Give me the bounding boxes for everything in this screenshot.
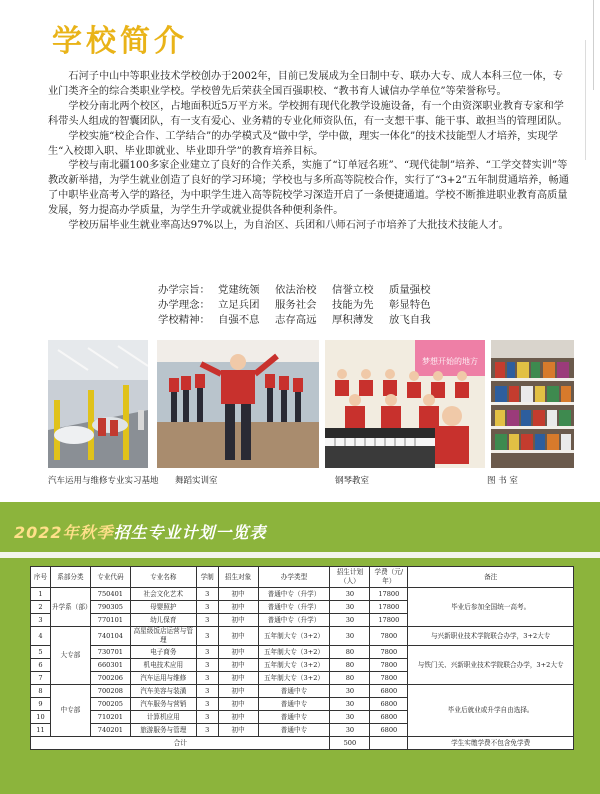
major-name: 汽车运用与维修 bbox=[130, 672, 196, 685]
major-code: 730701 bbox=[90, 646, 130, 659]
row-number: 2 bbox=[31, 601, 51, 614]
enrollment-title bbox=[14, 520, 267, 543]
duration: 3 bbox=[196, 685, 218, 698]
duration: 3 bbox=[196, 698, 218, 711]
duration: 3 bbox=[196, 646, 218, 659]
major-code: 660301 bbox=[90, 659, 130, 672]
major-name: 母婴照护 bbox=[130, 601, 196, 614]
total-label: 合计 bbox=[31, 737, 330, 750]
motto-label: 学校精神： bbox=[158, 314, 210, 326]
enrollment-table bbox=[30, 566, 574, 750]
major-code: 770101 bbox=[90, 614, 130, 627]
major-code: 740104 bbox=[90, 627, 130, 646]
photo-piano-room bbox=[325, 340, 485, 468]
enrollment-quota: 30 bbox=[330, 614, 370, 627]
enrollment-quota: 30 bbox=[330, 627, 370, 646]
row-number: 5 bbox=[31, 646, 51, 659]
enrollment-title-year: 2022年秋季 bbox=[14, 523, 114, 542]
target-students: 初中 bbox=[218, 724, 258, 737]
intro-paragraph: 学校与南北疆100多家企业建立了良好的合作关系，实施了“订单冠名班”、“现代徒制”培养、“工学交替实训”等教改新举措，为学生就业创造了良好的学习环境；学校也与多所高等院校合作，实行了“3+2”五年制贯通培养，畅通了中职毕业高考入学的路径，为中职学生进入高等院校学习深造开启了一条便捷通道。学校不断推进职业教育高质量发展，努力提高办学质量，为学生升学或就业提供各种便利条件。 bbox=[48, 160, 569, 217]
school-mottos bbox=[158, 283, 478, 328]
target-students: 初中 bbox=[218, 627, 258, 646]
photo-strip bbox=[48, 340, 574, 468]
program-type: 普通中专 bbox=[258, 724, 330, 737]
motto-row bbox=[158, 283, 478, 298]
header-cell: 系部分类 bbox=[50, 567, 90, 588]
program-type: 五年制大专（3+2） bbox=[258, 646, 330, 659]
program-type: 五年制大专（3+2） bbox=[258, 627, 330, 646]
motto-item: 志存高远 bbox=[275, 314, 317, 326]
tuition-fee: 7800 bbox=[370, 672, 408, 685]
header-cell: 序号 bbox=[31, 567, 51, 588]
major-code: 700206 bbox=[90, 672, 130, 685]
tuition-fee: 17800 bbox=[370, 614, 408, 627]
header-cell: 备注 bbox=[408, 567, 574, 588]
program-type: 普通中专 bbox=[258, 698, 330, 711]
tuition-fee: 17800 bbox=[370, 588, 408, 601]
header-cell: 学费（元/年） bbox=[370, 567, 408, 588]
target-students: 初中 bbox=[218, 659, 258, 672]
enrollment-quota: 30 bbox=[330, 724, 370, 737]
tuition-fee: 7800 bbox=[370, 646, 408, 659]
program-type: 普通中专 bbox=[258, 685, 330, 698]
program-type: 五年制大专（3+2） bbox=[258, 672, 330, 685]
photo-auto-repair bbox=[48, 340, 148, 468]
enrollment-quota: 80 bbox=[330, 646, 370, 659]
major-name: 汽车美容与装潢 bbox=[130, 685, 196, 698]
table-row bbox=[31, 588, 574, 601]
intro-text bbox=[48, 70, 570, 234]
header-cell: 专业名称 bbox=[130, 567, 196, 588]
major-code: 700208 bbox=[90, 685, 130, 698]
decorative-line bbox=[593, 0, 594, 90]
program-type: 五年制大专（3+2） bbox=[258, 659, 330, 672]
table-row bbox=[31, 646, 574, 659]
row-number: 9 bbox=[31, 698, 51, 711]
duration: 3 bbox=[196, 627, 218, 646]
motto-label: 办学宗旨： bbox=[158, 284, 210, 296]
row-number: 1 bbox=[31, 588, 51, 601]
enrollment-quota: 30 bbox=[330, 711, 370, 724]
major-code: 710201 bbox=[90, 711, 130, 724]
tuition-fee: 6800 bbox=[370, 724, 408, 737]
target-students: 初中 bbox=[218, 588, 258, 601]
target-students: 初中 bbox=[218, 614, 258, 627]
duration: 3 bbox=[196, 659, 218, 672]
remark-cell: 毕业后就业或升学自由选择。 bbox=[408, 685, 574, 737]
remark-cell: 毕业后参加全国统一高考。 bbox=[408, 588, 574, 627]
table-total-row bbox=[31, 737, 574, 750]
target-students: 初中 bbox=[218, 698, 258, 711]
target-students: 初中 bbox=[218, 601, 258, 614]
header-cell: 办学类型 bbox=[258, 567, 330, 588]
duration: 3 bbox=[196, 601, 218, 614]
duration: 3 bbox=[196, 614, 218, 627]
major-code: 740201 bbox=[90, 724, 130, 737]
program-type: 普通中专（升学） bbox=[258, 588, 330, 601]
total-remark: 学生实缴学费不包含免学费 bbox=[408, 737, 574, 750]
table-header-row bbox=[31, 567, 574, 588]
caption-piano-room: 钢琴教室 bbox=[335, 476, 370, 486]
intro-paragraph: 学校历届毕业生就业率高达97%以上，为自治区、兵团和八师石河子市培养了大批技术技能人才。 bbox=[68, 220, 509, 232]
enrollment-quota: 30 bbox=[330, 698, 370, 711]
title-underline bbox=[0, 552, 600, 558]
remark-cell: 与铁门关、兴新职业技术学院联合办学，3+2大专 bbox=[408, 646, 574, 685]
duration: 3 bbox=[196, 672, 218, 685]
program-type: 普通中专（升学） bbox=[258, 601, 330, 614]
remark-cell: 与兴新职业技术学院联合办学，3+2大专 bbox=[408, 627, 574, 646]
major-name: 幼儿保育 bbox=[130, 614, 196, 627]
motto-item: 依法治校 bbox=[275, 284, 317, 296]
enrollment-quota: 80 bbox=[330, 659, 370, 672]
tuition-fee: 7800 bbox=[370, 627, 408, 646]
page-title: 学校简介 bbox=[52, 24, 188, 59]
program-type: 普通中专（升学） bbox=[258, 614, 330, 627]
major-code: 790305 bbox=[90, 601, 130, 614]
motto-item: 彰显特色 bbox=[389, 299, 431, 311]
motto-item: 服务社会 bbox=[275, 299, 317, 311]
motto-label: 办学理念： bbox=[158, 299, 210, 311]
header-cell: 学制 bbox=[196, 567, 218, 588]
total-quota: 500 bbox=[330, 737, 370, 750]
row-number: 4 bbox=[31, 627, 51, 646]
major-name: 电子商务 bbox=[130, 646, 196, 659]
motto-item: 放飞自我 bbox=[389, 314, 431, 326]
tuition-fee: 17800 bbox=[370, 601, 408, 614]
total-fee-empty bbox=[370, 737, 408, 750]
photo-dance-room bbox=[157, 340, 319, 468]
decorative-line bbox=[585, 40, 586, 160]
duration: 3 bbox=[196, 588, 218, 601]
motto-item: 厚积薄发 bbox=[332, 314, 374, 326]
motto-item: 质量强校 bbox=[389, 284, 431, 296]
enrollment-quota: 80 bbox=[330, 672, 370, 685]
enrollment-quota: 30 bbox=[330, 685, 370, 698]
tuition-fee: 7800 bbox=[370, 659, 408, 672]
motto-row bbox=[158, 298, 478, 313]
row-number: 6 bbox=[31, 659, 51, 672]
major-name: 汽车服务与营销 bbox=[130, 698, 196, 711]
duration: 3 bbox=[196, 724, 218, 737]
program-type: 普通中专 bbox=[258, 711, 330, 724]
department-cell: 中专部 bbox=[50, 685, 90, 737]
target-students: 初中 bbox=[218, 711, 258, 724]
row-number: 10 bbox=[31, 711, 51, 724]
motto-row bbox=[158, 313, 478, 328]
major-name: 机电技术应用 bbox=[130, 659, 196, 672]
tuition-fee: 6800 bbox=[370, 685, 408, 698]
header-cell: 招生计划（人） bbox=[330, 567, 370, 588]
header-cell: 专业代码 bbox=[90, 567, 130, 588]
department-cell: 大专部 bbox=[50, 627, 90, 685]
enrollment-quota: 30 bbox=[330, 588, 370, 601]
intro-paragraph: 学校实施“校企合作、工学结合”的办学模式及“做中学，学中做，理实一体化”的技术技能型人才培养，实现学生“入校即入职、毕业即就业、毕业即升学”的教育培养目标。 bbox=[48, 130, 558, 157]
major-name: 高星级饭店运营与管理 bbox=[130, 627, 196, 646]
caption-auto-repair: 汽车运用与维修专业实习基地 bbox=[48, 476, 159, 486]
motto-item: 信誉立校 bbox=[332, 284, 374, 296]
major-name: 旅游服务与管理 bbox=[130, 724, 196, 737]
motto-item: 立足兵团 bbox=[218, 299, 260, 311]
caption-dance-room: 舞蹈实训室 bbox=[175, 476, 218, 486]
motto-item: 技能为先 bbox=[332, 299, 374, 311]
intro-paragraph: 学校分南北两个校区，占地面积近5万平方米。学校拥有现代化教学设施设备，有一个由资深职业教育专家和学科带头人组成的智囊团队，有一支有爱心、业务精的专业化师资队伍，有一支想干事、能干事、敢担当的管理团队。 bbox=[48, 100, 568, 127]
motto-item: 党建统领 bbox=[218, 284, 260, 296]
major-name: 社会文化艺术 bbox=[130, 588, 196, 601]
target-students: 初中 bbox=[218, 672, 258, 685]
row-number: 7 bbox=[31, 672, 51, 685]
caption-library: 图 书 室 bbox=[487, 476, 518, 486]
target-students: 初中 bbox=[218, 646, 258, 659]
header-cell: 招生对象 bbox=[218, 567, 258, 588]
row-number: 11 bbox=[31, 724, 51, 737]
classroom-sign: 梦想开始的地方 bbox=[422, 357, 478, 366]
major-code: 750401 bbox=[90, 588, 130, 601]
target-students: 初中 bbox=[218, 685, 258, 698]
row-number: 3 bbox=[31, 614, 51, 627]
table-row bbox=[31, 685, 574, 698]
table-row bbox=[31, 627, 574, 646]
motto-item: 自强不息 bbox=[218, 314, 260, 326]
enrollment-quota: 30 bbox=[330, 601, 370, 614]
photo-library bbox=[491, 340, 574, 468]
duration: 3 bbox=[196, 711, 218, 724]
major-code: 700205 bbox=[90, 698, 130, 711]
row-number: 8 bbox=[31, 685, 51, 698]
department-cell: 升学系（部） bbox=[50, 588, 90, 627]
tuition-fee: 6800 bbox=[370, 698, 408, 711]
intro-paragraph: 石河子中山中等职业技术学校创办于2002年，目前已发展成为全日制中专、联办大专、成人本科三位一体，专业门类齐全的综合类职业学校。学校曾先后荣获全国百强职校、“教书育人诚信办学单位”等荣誉称号。 bbox=[48, 71, 563, 97]
major-name: 计算机应用 bbox=[130, 711, 196, 724]
enrollment-title-text: 招生专业计划一览表 bbox=[113, 523, 267, 542]
tuition-fee: 6800 bbox=[370, 711, 408, 724]
